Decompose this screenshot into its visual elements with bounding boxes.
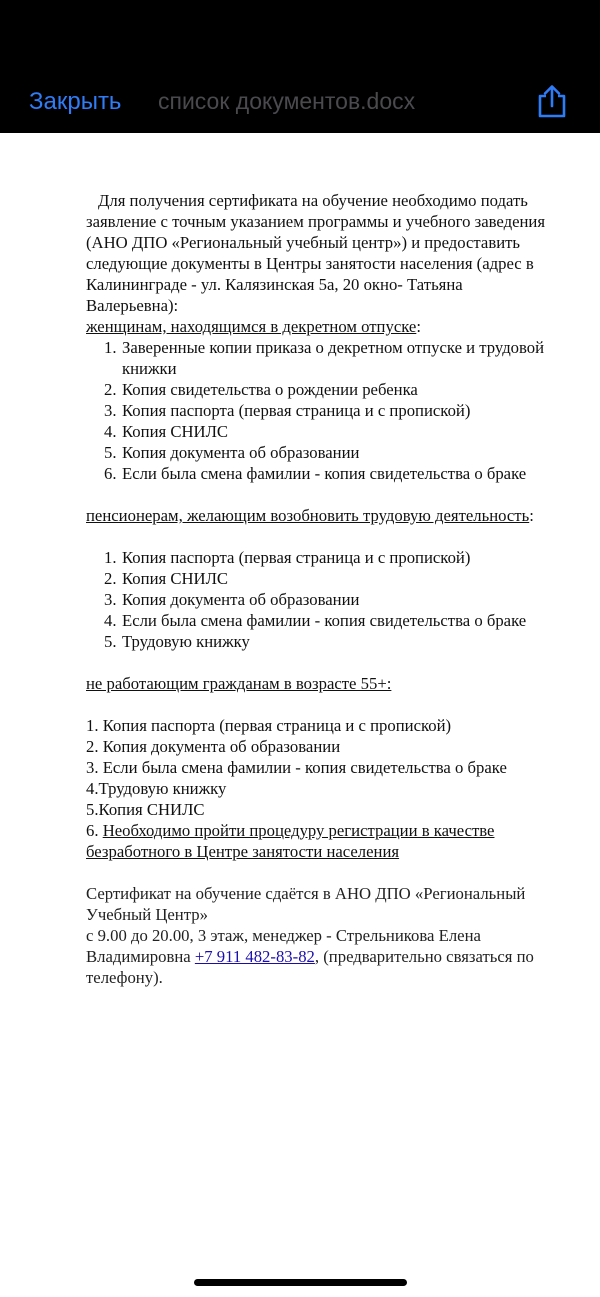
list-item: 4. Копия СНИЛС <box>104 422 229 441</box>
list-item: 3. Копия паспорта (первая страница и с пропиской) <box>104 401 471 420</box>
section2-heading: пенсионерам, желающим возобновить трудовую деятельность: <box>86 506 534 525</box>
list-item: 2. Копия документа об образовании <box>86 737 341 756</box>
section1-heading: женщинам, находящимся в декретном отпуске: <box>86 317 421 336</box>
list-item: 2. Копия свидетельства о рождении ребенка <box>104 380 418 399</box>
list-item: 6. Если была смена фамилии - копия свидетельства о браке <box>104 464 527 483</box>
share-icon[interactable] <box>536 84 568 118</box>
navigation-bar <box>0 0 600 133</box>
list-item: 1. Копия паспорта (первая страница и с пропиской) <box>86 716 452 735</box>
list-item: 5. Трудовую книжку <box>104 632 250 651</box>
list-item: 3. Копия документа об образовании <box>104 590 360 609</box>
list-item: 5.Копия СНИЛС <box>86 800 205 819</box>
list-item: 1. Заверенные копии приказа о декретном отпуске и трудовой книжки <box>104 338 545 378</box>
document-title: список документов.docx <box>158 88 416 114</box>
list-item: 1. Копия паспорта (первая страница и с пропиской) <box>104 548 471 567</box>
closing-paragraph: Сертификат на обучение сдаётся в АНО ДПО «Региональный Учебный Центр» с 9.00 до 20.00, 3 этаж, менеджер - Стрельникова Елена Владимировна +7 911 482-83-82, (предварительно связаться по телефону). <box>86 884 534 987</box>
list-item: 6. Необходимо пройти процедуру регистрации в качестве безработного в Центре занятости населения <box>86 821 495 861</box>
list-item: 4.Трудовую книжку <box>86 779 227 798</box>
intro-paragraph: Для получения сертификата на обучение необходимо подать заявление с точным указанием программы и учебного заведения (АНО ДПО «Региональный учебный центр») и предоставить следующие документы в Центры занятости населения (адрес в Калининграде - ул. Калязинская 5а, 20 окно- Татьяна Валерьевна): <box>86 191 546 315</box>
list-item: 4. Если была смена фамилии - копия свидетельства о браке <box>104 611 527 630</box>
close-button[interactable]: Закрыть <box>29 88 122 115</box>
section2-list <box>86 547 556 652</box>
document-body <box>86 190 556 988</box>
section3-heading: не работающим гражданам в возрасте 55+: <box>86 674 392 693</box>
list-item: 3. Если была смена фамилии - копия свидетельства о браке <box>86 758 507 777</box>
home-indicator[interactable] <box>194 1279 407 1286</box>
section1-list <box>86 337 556 484</box>
list-item: 5. Копия документа об образовании <box>104 443 360 462</box>
phone-link[interactable]: +7 911 482-83-82 <box>194 947 315 966</box>
list-item: 2. Копия СНИЛС <box>104 569 229 588</box>
